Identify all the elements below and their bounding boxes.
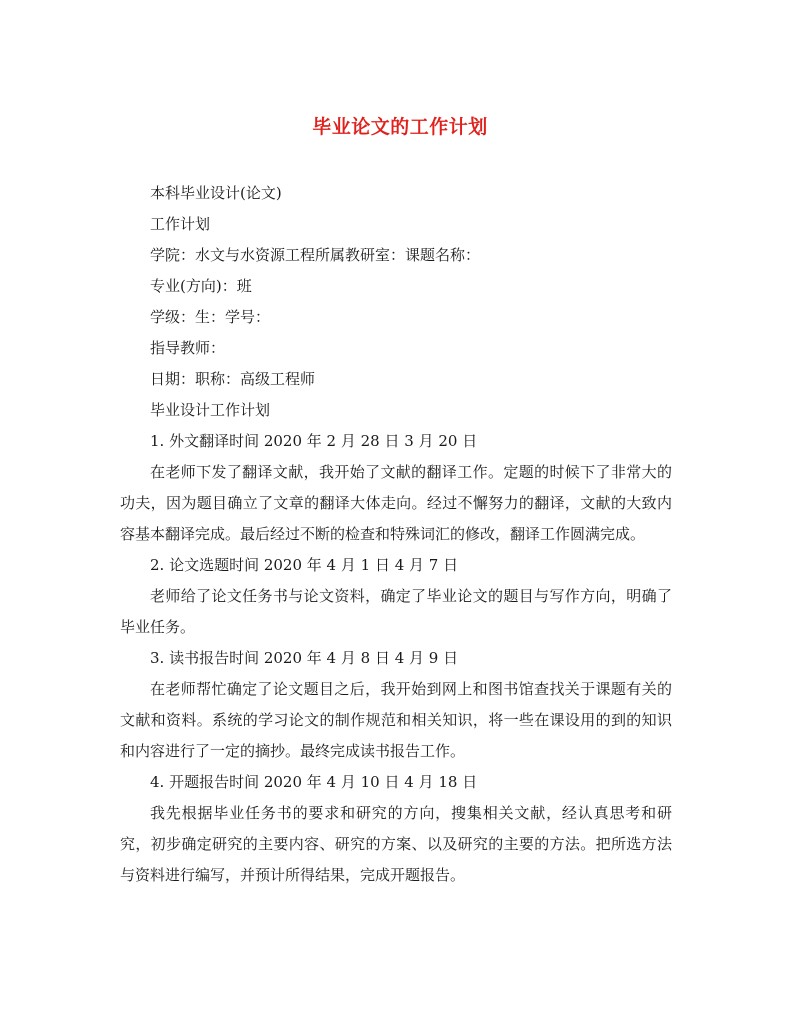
header-line-advisor: 指导教师：: [150, 339, 226, 357]
header-line-plan: 工作计划: [150, 215, 211, 233]
header-line-program: 本科毕业设计(论文): [150, 184, 282, 202]
document-title: 毕业论文的工作计划: [312, 116, 488, 138]
header-line-date: 日期：职称：高级工程师: [150, 370, 316, 388]
section-body-proposal: 我先根据毕业任务书的要求和研究的方向，搜集相关文献，经认真思考和研究，初步确定研究的主要内容、研究的方案、以及研究的主要的方法。把所选方法与资料进行编写，并预计所得结果，完成开题报告。: [120, 804, 672, 884]
section-body-translation: 在老师下发了翻译文献，我开始了文献的翻译工作。定题的时候下了非常大的功夫，因为题目确立了文章的翻译大体走向。经过不懈努力的翻译，文献的大致内容基本翻译完成。最后经过不断的检查和特殊词汇的修改，翻译工作圆满完成。: [120, 463, 672, 543]
document-body: [120, 178, 672, 891]
header-line-design-plan: 毕业设计工作计划: [150, 401, 271, 419]
section-heading-topic: 2. 论文选题时间 2020 年 4 月 1 日 4 月 7 日: [150, 556, 459, 574]
header-line-major: 专业(方向)：班: [150, 277, 252, 295]
header-line-student: 学级：生：学号：: [150, 308, 271, 326]
section-heading-proposal: 4. 开题报告时间 2020 年 4 月 10 日 4 月 18 日: [150, 773, 478, 791]
section-body-topic: 老师给了论文任务书与论文资料，确定了毕业论文的题目与写作方向，明确了毕业任务。: [120, 587, 672, 636]
section-body-reading-report: 在老师帮忙确定了论文题目之后，我开始到网上和图书馆查找关于课题有关的文献和资料。系统的学习论文的制作规范和相关知识，将一些在课设用的到的知识和内容进行了一定的摘抄。最终完成读书报告工作。: [120, 680, 672, 760]
header-line-college: 学院：水文与水资源工程所属教研室：课题名称：: [150, 246, 481, 264]
section-heading-reading-report: 3. 读书报告时间 2020 年 4 月 8 日 4 月 9 日: [150, 649, 459, 667]
section-heading-translation: 1. 外文翻译时间 2020 年 2 月 28 日 3 月 20 日: [150, 432, 478, 450]
